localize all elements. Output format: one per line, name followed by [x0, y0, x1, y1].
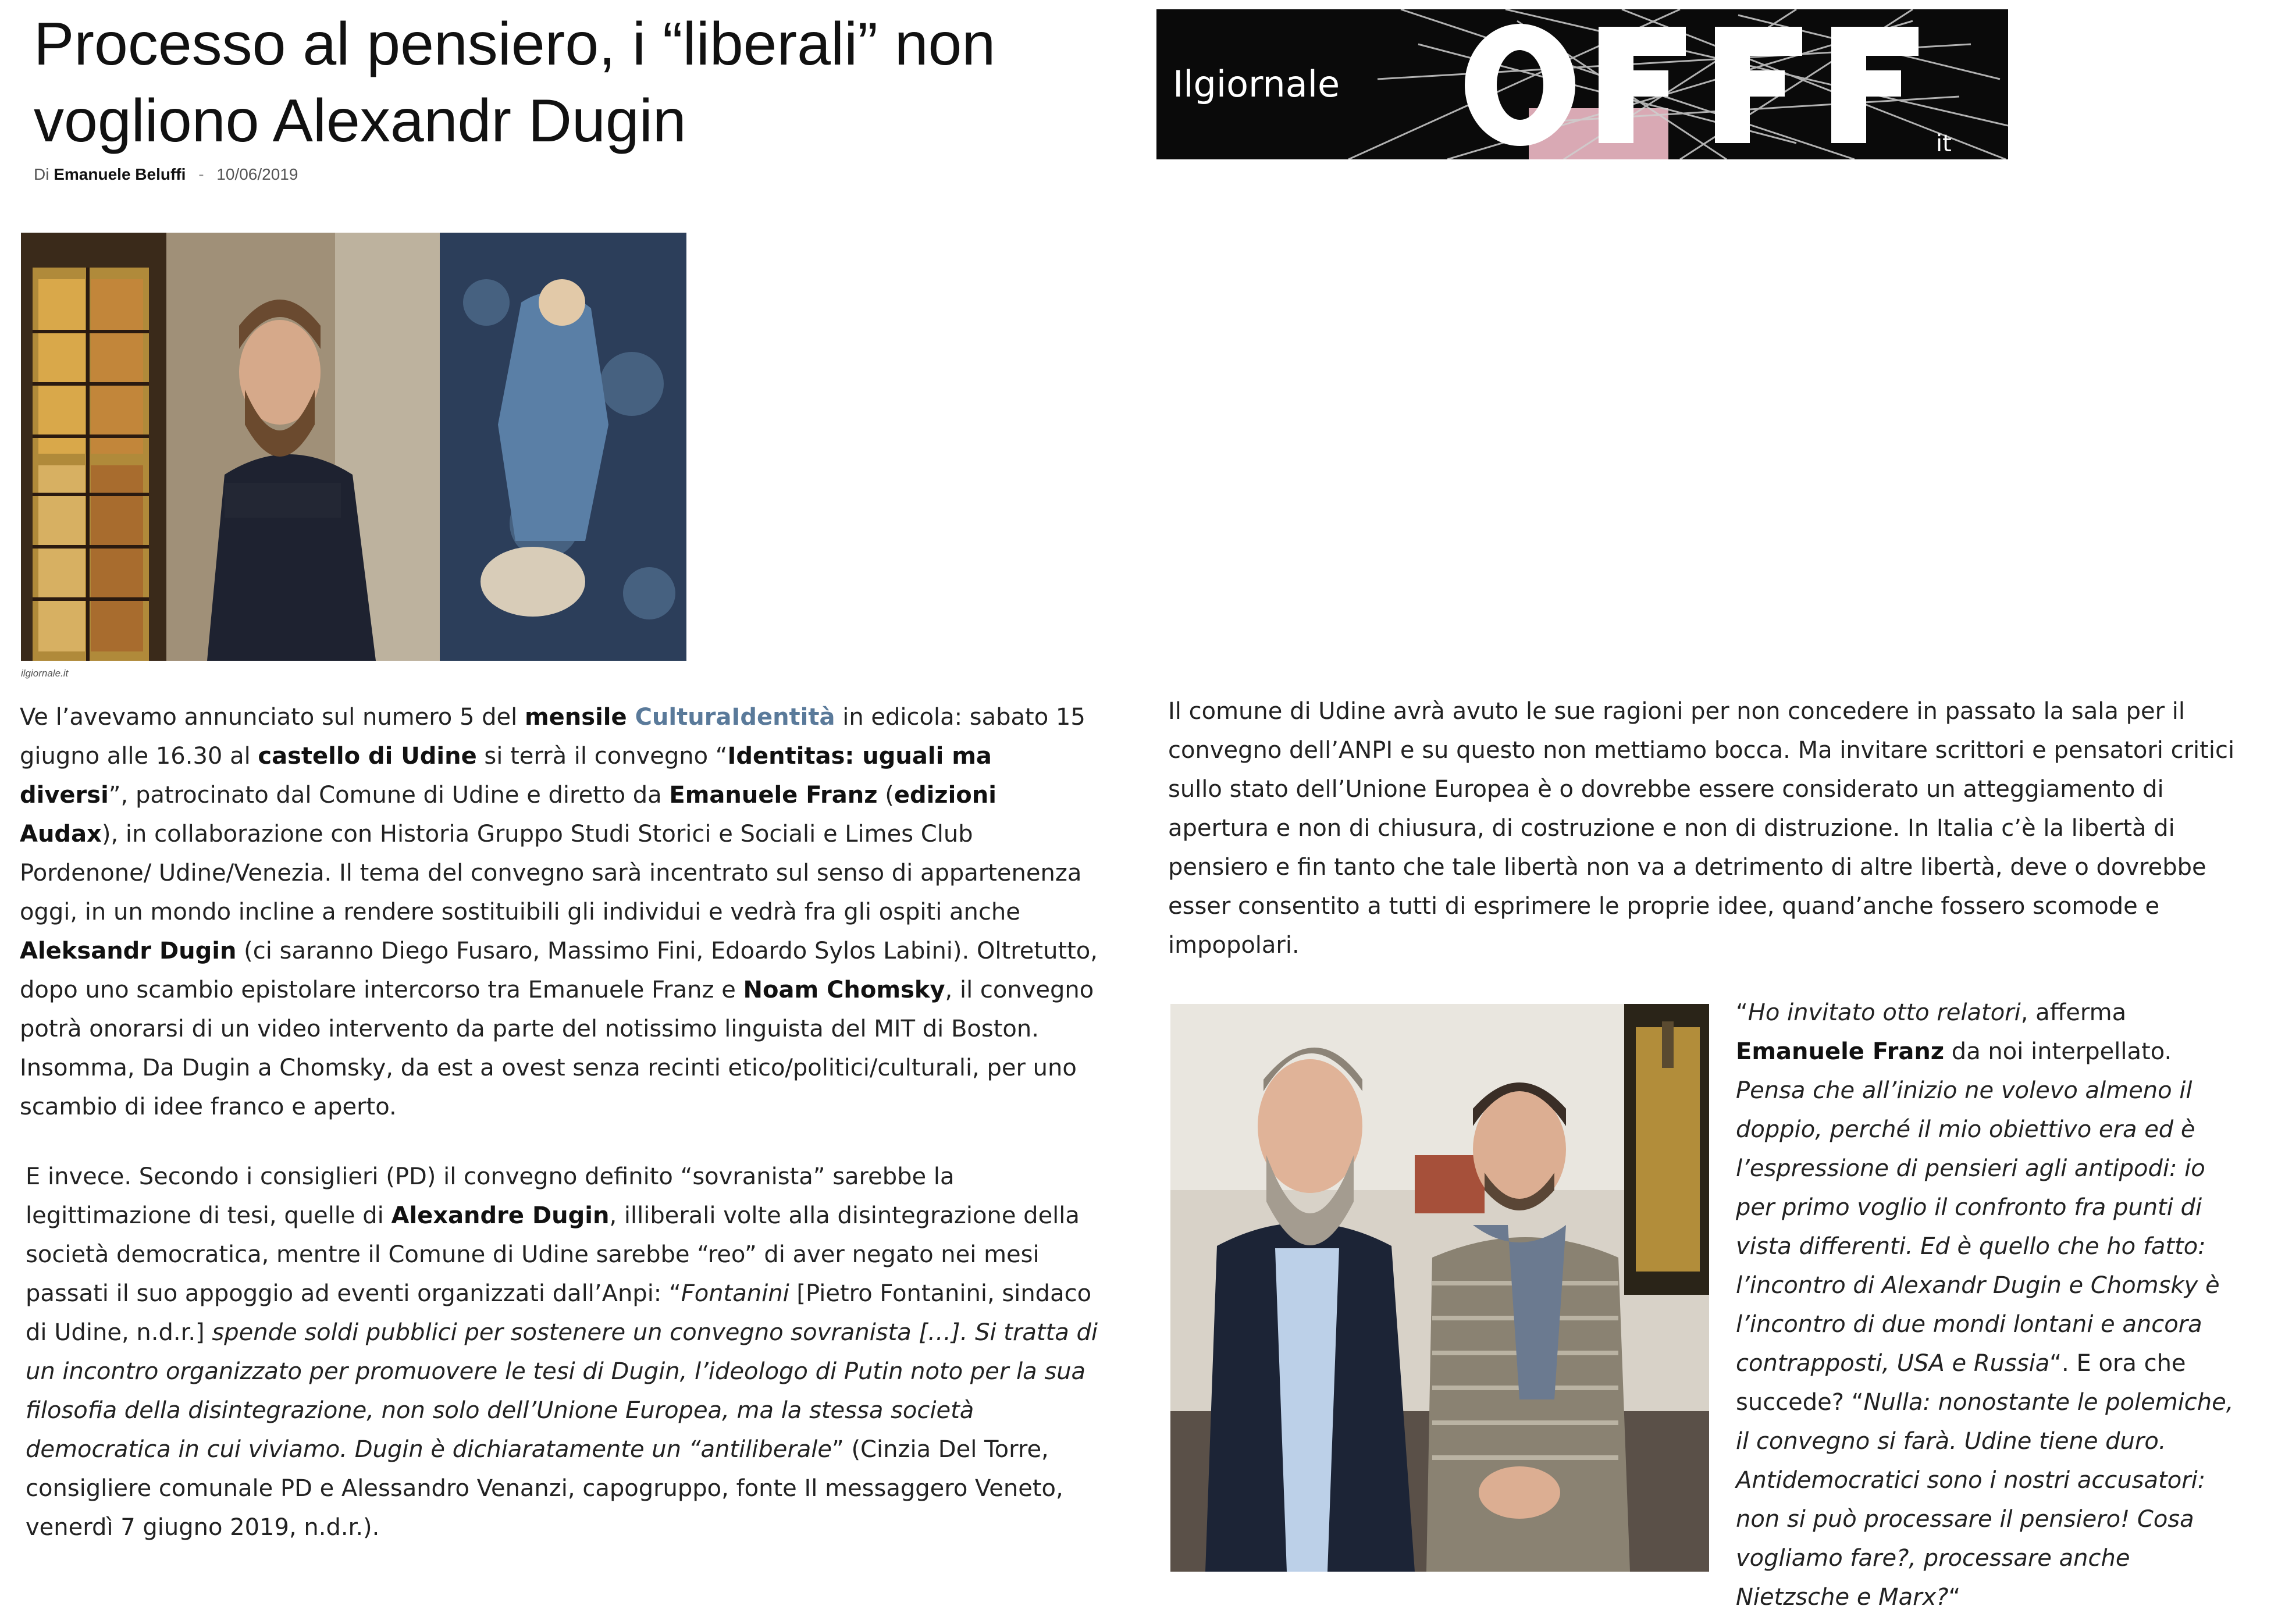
paragraph-4 — [1736, 993, 2248, 1617]
text-run: E invece. Secondo i consiglieri (PD) il convegno definito “sovranista” sarebbe la legittimazione di tesi, quelle di — [26, 1163, 955, 1229]
text-run: Fontanini — [681, 1280, 789, 1307]
photo-dugin-franz — [1170, 1004, 1709, 1572]
text-run: Aleksandr Dugin — [20, 938, 237, 964]
article-title: Processo al pensiero, i “liberali” non vogliono Alexandr Dugin — [34, 10, 996, 155]
text-run: Pensa che all’inizio ne volevo almeno il doppio, perché il mio obiettivo era ed è l’espressione di pensieri agli antipodi: io per primo voglio il confronto fra punti di vista differenti. Ed è quello che ho fatto: l’incontro di Alexandr Dugin e Chomsky è l’incontro di due mondi lontani e ancora contrapposti, USA e Russia — [1736, 1077, 2220, 1377]
text-run: , il convegno potrà onorarsi di un video intervento da parte del notissimo linguista del MIT di Boston. Insomma, Da Dugin a Chomsky, da est a ovest senza recinti etico/politici/culturali, per uno scambio di idee franco e aperto. — [20, 977, 1094, 1120]
text-run: ), in collaborazione con Historia Gruppo Studi Storici e Sociali e Limes Club Pordenone/ Udine/Venezia. Il tema del convegno sarà incentrato sul senso di appartenenza oggi, in un mondo incline a rendere sostituibili gli individui e vedrà fra gli ospiti anche — [20, 821, 1082, 925]
text-run: Nulla: nonostante le polemiche, il convegno si farà. Udine tiene duro. Antidemocratici sono i nostri accusatori: non si può processare il pensiero! Cosa vogliamo fare?, processare anche Nietzsche e Marx? — [1736, 1389, 2234, 1611]
text-run: (ci saranno Diego Fusaro, Massimo Fini, Edoardo Sylos Labini). Oltretutto, dopo uno scambio epistolare intercorso tra Emanuele Franz e — [20, 938, 1098, 1003]
text-run: Emanuele Franz — [1736, 1038, 1945, 1065]
culturaidentita-link[interactable]: CulturaIdentità — [635, 704, 835, 731]
text-run: “ — [1736, 999, 1748, 1026]
text-run: Il comune di Udine avrà avuto le sue ragioni per non concedere in passato la sala per il convegno dell’ANPI e su questo non mettiamo bocca. Ma invitare scrittori e pensatori critici sullo stato dell’Unione Europea è o dovrebbe essere considerato un atteggiamento di apertura e non di chiusura, di costruzione e non di distruzione. In Italia c’è la libertà di pensiero e fin tanto che tale libertà non va a detrimento di altre libertà, deve o dovrebbe esser consentito a tutti di esprimere le proprie idee, quand’anche fossero scomode e impopolari. — [1168, 698, 2235, 959]
text-run: , afferma — [2020, 999, 2127, 1026]
text-run: ( — [877, 782, 894, 809]
text-run: castello di Udine — [258, 743, 477, 770]
photo-dugin-castle — [21, 233, 686, 661]
article-date: 10/06/2019 — [216, 165, 298, 183]
paragraph-1 — [20, 698, 1102, 1127]
text-run: spende soldi pubblici per sostenere un convegno sovranista […]. Si tratta di un incontro organizzato per promuovere le tesi di Dugin, l’ideologo di Putin noto per la sua filosofia della disintegrazione, non solo dell’Unione Europea, ma la stessa società democratica in cui viviamo. Dugin è dichiaratamente un “antiliberale — [26, 1319, 1098, 1463]
text-run: ”, patrocinato dal Comune di Udine e diretto da — [108, 782, 670, 809]
ilgiornale-off-logo[interactable] — [1156, 9, 2008, 159]
text-run: , illiberali volte alla disintegrazione della società democratica, mentre il Comune di Udine sarebbe “reo” di aver negato nei mesi passati il suo appoggio ad eventi organizzati dall’Anpi: “ — [26, 1202, 1080, 1307]
text-run: Alexandre Dugin — [391, 1202, 610, 1229]
text-run: ” (Cinzia Del Torre, consigliere comunale PD e Alessandro Venanzi, capogruppo, fonte Il messaggero Veneto, venerdì 7 giugno 2019, n.d.r.). — [26, 1436, 1063, 1541]
text-run: si terrà il convegno “ — [476, 743, 728, 770]
byline-prefix: Di — [34, 165, 49, 183]
text-run: mensile — [525, 704, 635, 731]
text-run: Ve l’avevamo annunciato sul numero 5 del — [20, 704, 525, 731]
photo-credit: ilgiornale.it — [21, 668, 69, 679]
text-run: Noam Chomsky — [743, 977, 945, 1003]
logo-text-ilgiornale: Ilgiornale — [1173, 63, 1340, 105]
logo-text-suffix: it — [1936, 130, 1952, 157]
text-run: “. E ora che succede? “ — [1736, 1350, 2186, 1416]
text-run: “ — [1948, 1584, 1961, 1611]
text-run: in edicola: sabato 15 giugno alle 16.30 al — [20, 704, 1085, 770]
text-run: Identitas: uguali ma diversi — [20, 743, 992, 809]
text-run: Ho invitato otto relatori — [1747, 999, 2021, 1026]
author-link[interactable]: Emanuele Beluffi — [54, 165, 186, 183]
text-run: da noi interpellato. — [1944, 1038, 2172, 1065]
text-run: edizioni Audax — [20, 782, 996, 847]
byline — [34, 165, 298, 184]
text-run: Emanuele Franz — [669, 782, 878, 809]
paragraph-2 — [26, 1158, 1102, 1547]
text-run: [Pietro Fontanini, sindaco di Udine, n.d.r.] — [26, 1280, 1092, 1346]
byline-separator: - — [198, 165, 204, 183]
paragraph-3 — [1168, 692, 2256, 965]
